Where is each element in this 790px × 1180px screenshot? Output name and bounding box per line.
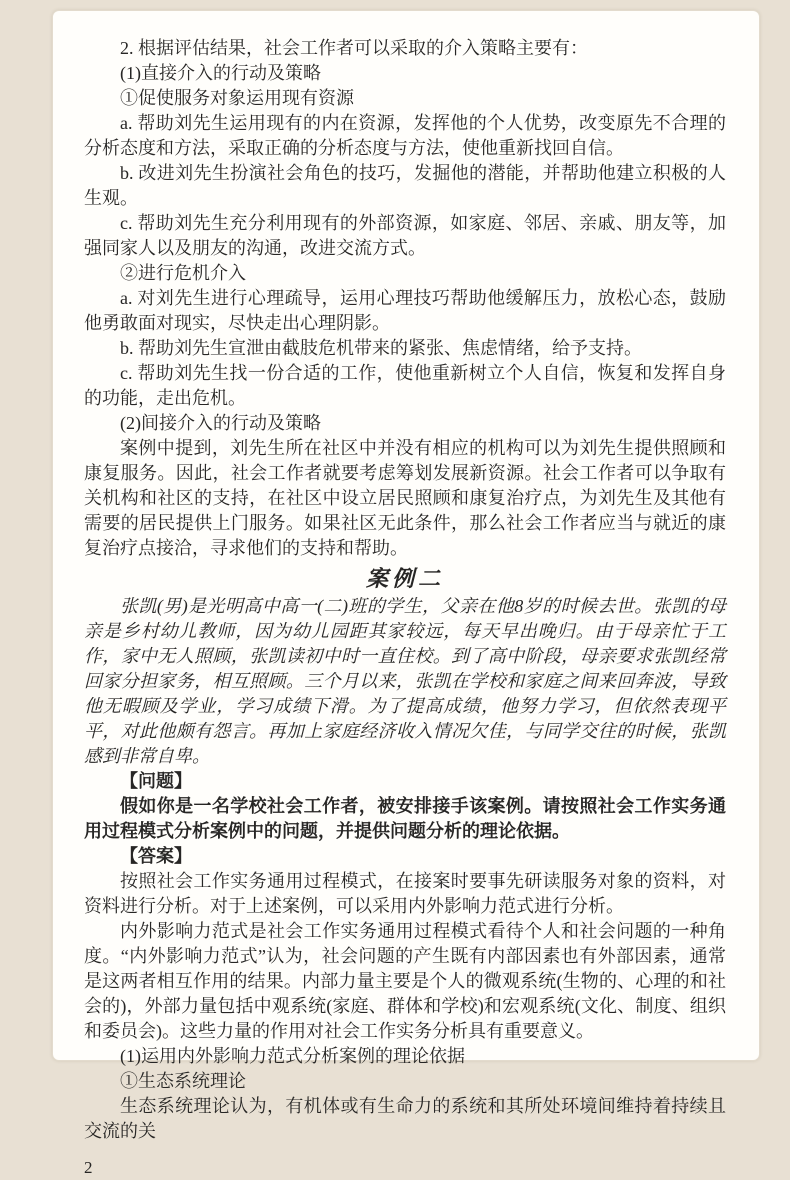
- page-content: [53, 11, 759, 1180]
- crisis-item-a: a. 对刘先生进行心理疏导，运用心理技巧帮助他缓解压力，放松心态，鼓励他勇敢面对现实，尽快走出心理阴影。: [84, 288, 726, 333]
- question-label: 【问题】: [120, 771, 192, 791]
- page-number: 2: [84, 1158, 93, 1177]
- answer-paragraph-1: 按照社会工作实务通用过程模式，在接案时要事先研读服务对象的资料，对资料进行分析。对于上述案例，可以采用内外影响力范式进行分析。: [84, 871, 726, 916]
- crisis-item-b: b. 帮助刘先生宣泄由截肢危机带来的紧张、焦虑情绪，给予支持。: [120, 338, 642, 358]
- crisis-item-c: c. 帮助刘先生找一份合适的工作，使他重新树立个人自信，恢复和发挥自身的功能，走出危机。: [84, 363, 726, 408]
- question-text: 假如你是一名学校社会工作者，被安排接手该案例。请按照社会工作实务通用过程模式分析案例中的问题，并提供问题分析的理论依据。: [84, 796, 726, 841]
- strategies-intro: 2. 根据评估结果，社会工作者可以采取的介入策略主要有：: [120, 38, 588, 58]
- case2-description: 张凯(男)是光明高中高一(二)班的学生，父亲在他8岁的时候去世。张凯的母亲是乡村幼儿教师，因为幼儿园距其家较远，每天早出晚归。由于母亲忙于工作，家中无人照顾，张凯读初中时一直住校。到了高中阶段，母亲要求张凯经常回家分担家务，相互照顾。三个月以来，张凯在学校和家庭之间来回奔波，导致他无暇顾及学业，学习成绩下滑。为了提高成绩，他努力学习，但依然表现平平，对此他颇有怨言。再加上家庭经济收入情况欠佳，与同学交往的时候，张凯感到非常自卑。: [84, 596, 726, 766]
- use-existing-resources-heading: ①促使服务对象运用现有资源: [120, 88, 354, 108]
- direct-item-b: b. 改进刘先生扮演社会角色的技巧，发掘他的潜能，并帮助他建立积极的人生观。: [84, 163, 726, 208]
- direct-item-a: a. 帮助刘先生运用现有的内在资源，发挥他的个人优势，改变原先不合理的分析态度和方法，采取正确的分析态度与方法，使他重新找回自信。: [84, 113, 726, 158]
- case2-title: 案例二: [365, 566, 444, 591]
- answer-label: 【答案】: [120, 846, 192, 866]
- ecosystem-theory-heading: ①生态系统理论: [120, 1071, 246, 1091]
- book-page: [52, 10, 760, 1177]
- indirect-intervention-body: 案例中提到，刘先生所在社区中并没有相应的机构可以为刘先生提供照顾和康复服务。因此，社会工作者就要考虑筹划发展新资源。社会工作者可以争取有关机构和社区的支持，在社区中设立居民照顾和康复治疗点，为刘先生及其他有需要的居民提供上门服务。如果社区无此条件，那么社会工作者应当与就近的康复治疗点接洽，寻求他们的支持和帮助。: [84, 438, 726, 558]
- direct-item-c: c. 帮助刘先生充分利用现有的外部资源，如家庭、邻居、亲戚、朋友等，加强同家人以及朋友的沟通，改进交流方式。: [84, 213, 726, 258]
- direct-intervention-heading: (1)直接介入的行动及策略: [120, 63, 321, 83]
- ecosystem-theory-body: 生态系统理论认为，有机体或有生命力的系统和其所处环境间维持着持续且交流的关: [84, 1096, 726, 1141]
- answer-paragraph-2: 内外影响力范式是社会工作实务通用过程模式看待个人和社会问题的一种角度。“内外影响力范式”认为，社会问题的产生既有内部因素也有外部因素，通常是这两者相互作用的结果。内部力量主要是个人的微观系统(生物的、心理的和社会的)，外部力量包括中观系统(家庭、群体和学校)和宏观系统(文化、制度、组织和委员会)。这些力量的作用对社会工作实务分析具有重要意义。: [84, 921, 726, 1041]
- indirect-intervention-heading: (2)间接介入的行动及策略: [120, 413, 321, 433]
- crisis-intervention-heading: ②进行危机介入: [120, 263, 246, 283]
- answer-theory-basis-heading: (1)运用内外影响力范式分析案例的理论依据: [120, 1046, 465, 1066]
